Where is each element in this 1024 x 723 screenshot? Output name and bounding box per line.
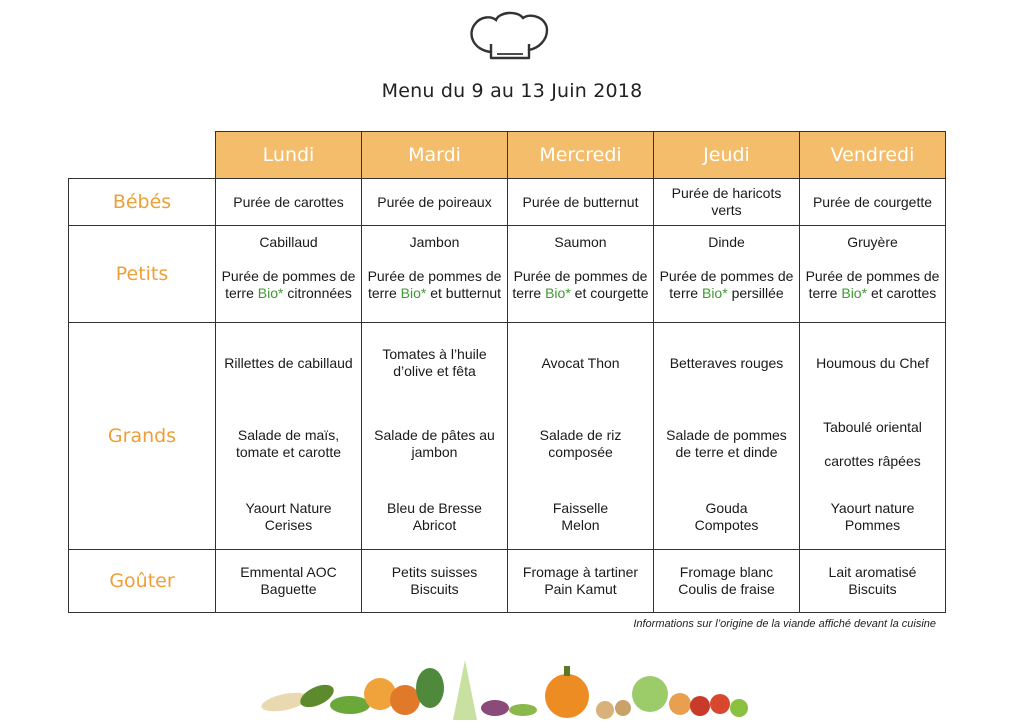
category-grands: Grands — [69, 323, 216, 550]
petits-side-post: citronnées — [287, 285, 352, 301]
grands-lundi — [216, 323, 362, 550]
petits-main: Cabillaud — [259, 234, 318, 250]
gouter-line-2: Biscuits — [410, 581, 459, 597]
petits-side-post: et courgette — [574, 285, 649, 301]
petits-mercredi — [508, 226, 654, 323]
day-header-jeudi: Jeudi — [654, 132, 800, 179]
petits-side — [658, 268, 795, 302]
grands-dessert-2: Cerises — [264, 517, 313, 533]
grands-mercredi — [508, 323, 654, 550]
grands-plat-2: carottes râpées — [824, 452, 921, 469]
bio-label: Bio* — [841, 285, 868, 301]
grands-entree: Avocat Thon — [541, 354, 620, 371]
bebes-mardi: Purée de poireaux — [362, 179, 508, 226]
day-header-mercredi: Mercredi — [508, 132, 654, 179]
gouter-mercredi — [508, 550, 654, 613]
petits-side — [220, 268, 357, 302]
bio-label: Bio* — [701, 285, 728, 301]
grands-dessert — [804, 485, 941, 549]
grands-mardi — [362, 323, 508, 550]
category-bebes: Bébés — [69, 179, 216, 226]
grands-dessert — [366, 485, 503, 549]
gouter-line-2: Biscuits — [848, 581, 897, 597]
meat-origin-note: Informations sur l’origine de la viande affiché devant la cuisine — [633, 618, 936, 630]
grands-plat: Salade de pâtes au jambon — [374, 427, 495, 460]
gouter-line-1: Fromage blanc — [679, 564, 774, 580]
petits-side-pre: Purée de pommes de terre — [221, 268, 356, 301]
grands-dessert-1: Bleu de Bresse — [387, 500, 482, 516]
grands-plat: Salade de pommes de terre et dinde — [666, 427, 787, 460]
grands-dessert-2: Compotes — [694, 517, 759, 533]
grands-dessert-2: Pommes — [844, 517, 901, 533]
bio-label: Bio* — [400, 285, 427, 301]
bebes-vendredi: Purée de courgette — [800, 179, 946, 226]
day-header-vendredi: Vendredi — [800, 132, 946, 179]
gouter-lundi — [216, 550, 362, 613]
gouter-line-2: Pain Kamut — [544, 581, 617, 597]
petits-jeudi — [654, 226, 800, 323]
grands-plat: Salade de riz composée — [539, 427, 622, 460]
day-header-lundi: Lundi — [216, 132, 362, 179]
petits-side-pre: Purée de pommes de terre — [805, 268, 940, 301]
petits-side — [366, 268, 503, 302]
grands-dessert — [220, 485, 357, 549]
grands-plat — [804, 403, 941, 485]
gouter-line-1: Emmental AOC — [240, 564, 337, 580]
petits-main: Gruyère — [847, 234, 898, 250]
bio-label: Bio* — [545, 285, 571, 301]
grands-dessert-2: Melon — [561, 517, 600, 533]
grands-entree: Rillettes de cabillaud — [224, 354, 353, 371]
menu-title: Menu du 9 au 13 Juin 2018 — [381, 80, 643, 102]
grands-entree: Tomates à l’huile d’olive et fêta — [382, 346, 487, 379]
bebes-jeudi: Purée de haricots verts — [654, 179, 800, 226]
menu-table — [68, 131, 946, 613]
grands-dessert-1: Yaourt nature — [830, 500, 915, 516]
grands-dessert-1: Yaourt Nature — [245, 500, 332, 516]
grands-entree: Betteraves rouges — [669, 354, 784, 371]
bebes-mercredi: Purée de butternut — [508, 179, 654, 226]
grands-dessert — [658, 485, 795, 549]
grands-row — [69, 323, 946, 550]
category-gouter: Goûter — [69, 550, 216, 613]
petits-side-post: et carottes — [870, 285, 937, 301]
petits-mardi — [362, 226, 508, 323]
petits-main: Saumon — [554, 234, 607, 250]
gouter-line-1: Fromage à tartiner — [522, 564, 639, 580]
gouter-vendredi — [800, 550, 946, 613]
days-header-row — [69, 132, 946, 179]
grands-dessert-2: Abricot — [412, 517, 457, 533]
grands-entree: Houmous du Chef — [816, 354, 929, 371]
grands-plat: Salade de maïs, tomate et carotte — [235, 427, 342, 460]
bio-label: Bio* — [257, 285, 284, 301]
gouter-jeudi — [654, 550, 800, 613]
petits-side-pre: Purée de pommes de terre — [367, 268, 502, 301]
grands-dessert-1: Faisselle — [552, 500, 609, 516]
petits-side-post: persillée — [731, 285, 784, 301]
bebes-lundi: Purée de carottes — [216, 179, 362, 226]
day-header-mardi: Mardi — [362, 132, 508, 179]
grands-vendredi — [800, 323, 946, 550]
category-petits: Petits — [69, 226, 216, 323]
petits-row — [69, 226, 946, 323]
petits-main: Dinde — [708, 234, 745, 250]
header-corner — [69, 132, 216, 179]
petits-side-pre: Purée de pommes de terre — [659, 268, 794, 301]
petits-side-post: et butternut — [430, 285, 502, 301]
petits-side — [512, 268, 649, 302]
gouter-line-1: Petits suisses — [391, 564, 478, 580]
gouter-line-1: Lait aromatisé — [828, 564, 917, 580]
grands-dessert — [512, 485, 649, 549]
gouter-line-2: Coulis de fraise — [678, 581, 775, 597]
petits-side-pre: Purée de pommes de terre — [512, 268, 648, 301]
grands-plat-1: Taboulé oriental — [823, 418, 922, 435]
grands-dessert-1: Gouda — [705, 500, 748, 516]
petits-vendredi — [800, 226, 946, 323]
petits-main: Jambon — [409, 234, 460, 250]
vegetables-illustration — [255, 650, 755, 723]
gouter-mardi — [362, 550, 508, 613]
petits-lundi — [216, 226, 362, 323]
chef-hat-icon — [465, 8, 551, 64]
petits-side — [804, 268, 941, 302]
gouter-row — [69, 550, 946, 613]
gouter-line-2: Baguette — [260, 581, 317, 597]
bebes-row — [69, 179, 946, 226]
grands-jeudi — [654, 323, 800, 550]
